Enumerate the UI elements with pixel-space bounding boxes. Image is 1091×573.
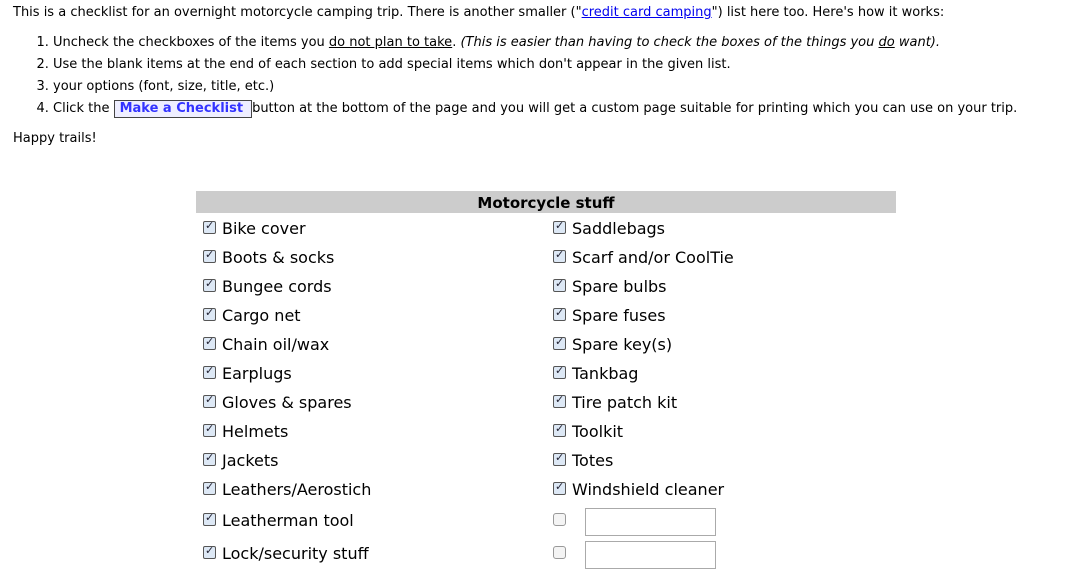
checkbox[interactable]	[553, 546, 566, 559]
checkbox[interactable]	[553, 250, 566, 263]
checkbox[interactable]	[553, 453, 566, 466]
checkbox[interactable]	[203, 366, 216, 379]
checklist-item	[203, 247, 334, 269]
checkbox[interactable]	[553, 221, 566, 234]
checkbox[interactable]	[203, 453, 216, 466]
step-1	[53, 34, 1017, 56]
checkbox[interactable]	[553, 482, 566, 495]
step-4	[53, 100, 1017, 122]
intro-after: ") list here too. Here's how it works:	[711, 5, 945, 20]
checklist-item	[203, 334, 329, 356]
item-label: Scarf and/or CoolTie	[572, 248, 734, 267]
item-label: Chain oil/wax	[222, 335, 330, 354]
blank-item-input[interactable]	[585, 508, 716, 536]
checkbox[interactable]	[203, 221, 216, 234]
checklist-item	[553, 334, 672, 356]
checkbox[interactable]	[553, 308, 566, 321]
checkbox[interactable]	[203, 250, 216, 263]
checkbox[interactable]	[553, 337, 566, 350]
item-label: Boots & socks	[222, 248, 335, 267]
blank-item-input[interactable]	[585, 541, 716, 569]
checklist-item	[553, 218, 665, 240]
checkbox[interactable]	[203, 337, 216, 350]
checklist-item	[203, 450, 278, 472]
step-3: 3. your options (font, size, title, etc.)	[53, 78, 1017, 100]
step-text: Click the	[53, 101, 114, 116]
checklist-item	[553, 510, 572, 532]
checkbox[interactable]	[553, 366, 566, 379]
item-label: Helmets	[222, 422, 289, 441]
step-underline: do not plan to take	[328, 35, 453, 50]
item-label: Earplugs	[222, 364, 292, 383]
checkbox[interactable]	[203, 279, 216, 292]
item-label: Spare bulbs	[572, 277, 667, 296]
checkbox[interactable]	[553, 424, 566, 437]
checklist-item	[553, 392, 677, 414]
checkbox[interactable]	[203, 513, 216, 526]
step-2: 2. Use the blank items at the end of each section to add special items which don't appear in the given list.	[53, 56, 1017, 78]
item-label: Spare fuses	[572, 306, 666, 325]
checklist-item	[203, 421, 288, 443]
intro-before: This is a checklist for an overnight motorcycle camping trip. There is another smaller ("	[13, 5, 582, 20]
section-title: Motorcycle stuff	[196, 191, 896, 213]
step-underline: do	[878, 35, 895, 50]
checkbox[interactable]	[553, 279, 566, 292]
item-label: Tire patch kit	[572, 393, 678, 412]
step-text: .	[452, 35, 461, 50]
checkbox[interactable]	[553, 395, 566, 408]
intro-text	[13, 5, 944, 21]
checklist-item	[553, 363, 638, 385]
item-label: Saddlebags	[572, 219, 666, 238]
checkbox[interactable]	[203, 482, 216, 495]
item-label: Spare key(s)	[572, 335, 673, 354]
step-text: Uncheck the checkboxes of the items you	[53, 35, 329, 50]
step-italic: want).	[894, 35, 941, 50]
item-label: Bungee cords	[222, 277, 332, 296]
checkbox[interactable]	[553, 513, 566, 526]
checklist-item	[553, 276, 667, 298]
checklist-item	[203, 510, 354, 532]
happy-trails-text: Happy trails!	[13, 131, 97, 146]
item-label: Tankbag	[572, 364, 639, 383]
item-label: Windshield cleaner	[572, 480, 725, 499]
checklist-item	[203, 218, 306, 240]
step-italic: (This is easier than having to check the boxes of the things you	[460, 35, 879, 50]
item-label: Leatherman tool	[222, 511, 354, 530]
step-text: button at the bottom of the page and you will get a custom page suitable for printing which you can use on your trip.	[252, 101, 1018, 116]
checklist-item	[553, 543, 572, 565]
item-label: Bike cover	[222, 219, 306, 238]
checklist-item	[203, 392, 352, 414]
checklist-item	[553, 479, 724, 501]
checklist-item	[553, 247, 734, 269]
motorcycle-stuff-section	[196, 191, 896, 213]
item-label: Totes	[572, 451, 614, 470]
item-label: Lock/security stuff	[222, 544, 369, 563]
checkbox[interactable]	[203, 395, 216, 408]
checkbox[interactable]	[203, 308, 216, 321]
checkbox[interactable]	[203, 546, 216, 559]
make-checklist-button[interactable]: Make a Checklist	[114, 100, 252, 118]
checkbox[interactable]	[203, 424, 216, 437]
checklist-item	[203, 276, 332, 298]
item-label: Cargo net	[222, 306, 301, 325]
item-label: Gloves & spares	[222, 393, 352, 412]
checklist-item	[553, 305, 666, 327]
checklist-item	[203, 479, 371, 501]
item-label: Jackets	[222, 451, 279, 470]
credit-card-camping-link[interactable]: credit card camping	[581, 5, 712, 20]
checklist-item	[203, 305, 301, 327]
item-label: Leathers/Aerostich	[222, 480, 372, 499]
checklist-item	[203, 543, 369, 565]
instructions-list	[30, 34, 1017, 122]
item-label: Toolkit	[572, 422, 624, 441]
checklist-item	[553, 450, 613, 472]
checklist-item	[553, 421, 623, 443]
checklist-item	[203, 363, 292, 385]
